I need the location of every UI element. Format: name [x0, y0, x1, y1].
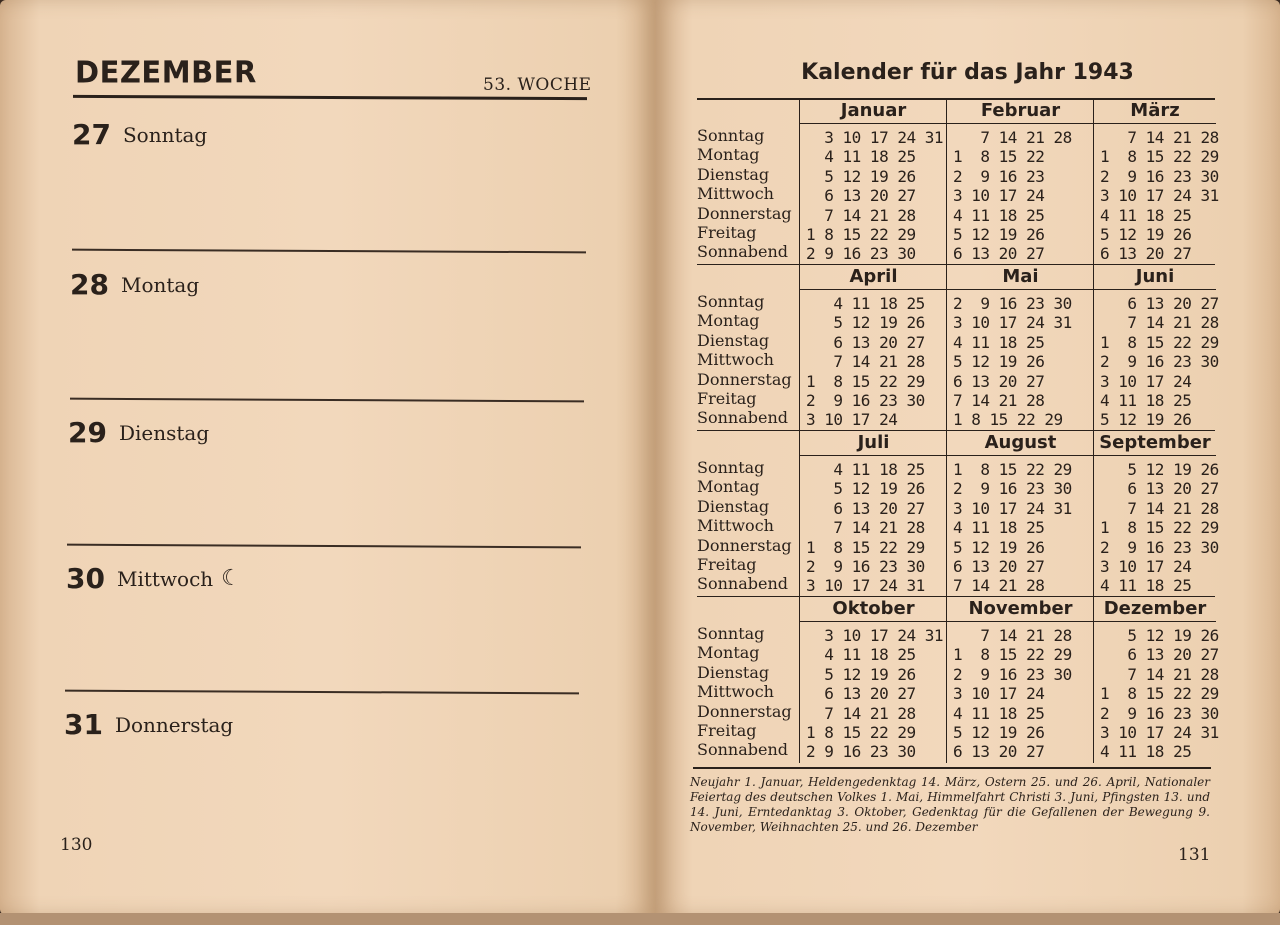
weekday-label: Freitag	[697, 720, 757, 740]
month-name: Juni	[1094, 265, 1216, 290]
date-row: 6 13 20 27	[953, 742, 1045, 762]
day-number: 27	[72, 118, 111, 151]
date-row: 2 9 16 23 30	[806, 556, 925, 576]
day-entry-31	[64, 708, 233, 741]
calendar-quarter	[697, 597, 1217, 763]
date-row: 6 13 20 27	[953, 556, 1045, 576]
date-row: 4 11 18 25	[806, 645, 916, 665]
weekday-label: Montag	[697, 311, 760, 331]
date-row: 2 9 16 23 30	[953, 294, 1072, 313]
date-row: 2 9 16 23 30	[806, 742, 916, 762]
calendar-bottom-rule	[693, 767, 1211, 769]
date-row: 2 9 16 23 30	[806, 244, 916, 264]
day-name: Sonntag	[122, 122, 208, 147]
day-entry-28	[70, 268, 199, 301]
date-row: 6 13 20 27	[953, 371, 1045, 391]
holiday-list: Neujahr 1. Januar, Heldengedenktag 14. März, Ostern 25. und 26. April, Nationaler Feiertag des deutschen Volkes 1. Mai, Himmelfahrt Christi 3. Juni, Pfingsten 13. und 14. Juni, Erntedanktag 3. Oktober, Gedenktag für die Gefallenen der Bewegung 9. November, Weihnachten 25. und 26. Dezember	[690, 775, 1210, 834]
month-column	[1093, 431, 1219, 597]
date-row: 1 8 15 22 29	[953, 645, 1072, 665]
date-row: 1 8 15 22 29	[1100, 332, 1219, 352]
calendar-title: Kalender für das Jahr 1943	[801, 60, 1134, 85]
day-divider	[67, 544, 581, 549]
month-name: September	[1094, 431, 1216, 456]
date-row: 6 13 20 27	[806, 332, 925, 352]
weekday-label: Mittwoch	[697, 350, 774, 370]
day-number: 31	[64, 708, 103, 741]
weekday-label: Dienstag	[697, 496, 770, 516]
date-row: 4 11 18 25	[1100, 742, 1192, 762]
weekday-label: Mittwoch	[697, 682, 774, 702]
weekday-label: Donnerstag	[697, 369, 792, 389]
day-divider	[65, 690, 579, 695]
date-row: 2 9 16 23 30	[806, 390, 925, 410]
weekday-label: Mittwoch	[697, 184, 774, 204]
date-row: 1 8 15 22 29	[806, 371, 925, 391]
weekday-label: Sonntag	[697, 458, 765, 477]
month-column	[946, 99, 1094, 265]
book-bottom-edge	[0, 913, 1280, 925]
date-row: 4 11 18 25	[806, 460, 925, 479]
date-row: 6 13 20 27	[806, 684, 916, 704]
month-column	[1093, 597, 1219, 763]
date-row: 3 10 17 24 31	[806, 128, 943, 147]
weekday-label: Sonnabend	[697, 242, 788, 262]
date-row: 1 8 15 22 29	[1100, 147, 1219, 167]
date-row: 3 10 17 24 31	[953, 313, 1072, 333]
month-heading: DEZEMBER	[75, 54, 257, 90]
date-row: 6 13 20 27	[1100, 479, 1219, 499]
weekday-label: Montag	[697, 477, 760, 497]
date-row: 1 8 15 22 29	[953, 410, 1063, 430]
weekday-label: Freitag	[697, 554, 757, 574]
date-row: 3 10 17 24	[953, 684, 1045, 704]
date-row: 4 11 18 25	[1100, 576, 1192, 596]
moon-phase-icon: ☾	[221, 566, 241, 591]
date-row: 7 14 21 28	[1100, 313, 1219, 333]
weekday-label: Sonntag	[697, 126, 765, 145]
date-row: 7 14 21 28	[806, 352, 925, 372]
day-number: 28	[70, 268, 109, 301]
date-row: 5 12 19 26	[1100, 460, 1219, 479]
weekday-label: Montag	[697, 643, 760, 663]
date-row: 7 14 21 28	[953, 576, 1045, 596]
heading-rule	[73, 95, 587, 100]
date-row: 6 13 20 27	[1100, 645, 1219, 665]
weekday-label: Donnerstag	[697, 203, 792, 223]
date-row: 7 14 21 28	[953, 390, 1045, 410]
weekday-label: Dienstag	[697, 164, 770, 184]
day-divider	[70, 398, 584, 403]
date-row: 4 11 18 25	[953, 703, 1045, 723]
date-row: 6 13 20 27	[953, 244, 1045, 264]
date-row: 3 10 17 24	[1100, 371, 1192, 391]
weekday-label: Freitag	[697, 222, 757, 242]
date-row: 1 8 15 22 29	[806, 537, 925, 557]
date-row: 4 11 18 25	[1100, 205, 1192, 225]
date-row: 7 14 21 28	[806, 703, 916, 723]
date-row: 1 8 15 22 29	[953, 460, 1072, 479]
date-row: 1 8 15 22 29	[806, 722, 916, 742]
date-row: 1 8 15 22	[953, 147, 1045, 167]
day-name: Dienstag	[118, 420, 210, 445]
date-row: 7 14 21 28	[1100, 128, 1219, 147]
date-row: 3 10 17 24	[953, 186, 1045, 206]
weekday-labels	[697, 624, 799, 760]
date-row: 6 13 20 27	[806, 186, 916, 206]
month-column	[1093, 99, 1219, 265]
month-name: Oktober	[800, 597, 947, 622]
month-column	[799, 431, 947, 597]
date-row: 7 14 21 28	[953, 128, 1072, 147]
day-divider	[72, 249, 586, 254]
day-name: Donnerstag	[114, 712, 234, 737]
date-row: 7 14 21 28	[806, 518, 925, 538]
weekday-label: Sonnabend	[697, 740, 788, 760]
date-row: 5 12 19 26	[806, 664, 916, 684]
date-row: 3 10 17 24 31	[806, 626, 943, 645]
date-row: 5 12 19 26	[953, 224, 1045, 244]
date-row: 4 11 18 25	[953, 205, 1045, 225]
month-column	[799, 99, 947, 265]
calendar-quarter	[697, 265, 1217, 431]
date-row: 2 9 16 23 30	[1100, 537, 1219, 557]
date-row: 2 9 16 23 30	[1100, 352, 1219, 372]
day-number: 29	[68, 416, 107, 449]
weekday-label: Donnerstag	[697, 535, 792, 555]
weekday-label: Mittwoch	[697, 516, 774, 536]
date-row: 5 12 19 26	[806, 479, 925, 499]
weekday-labels	[697, 292, 799, 428]
date-row: 5 12 19 26	[1100, 410, 1192, 430]
date-row: 2 9 16 23 30	[1100, 166, 1219, 186]
day-entry-27	[72, 118, 207, 151]
date-row: 4 11 18 25	[1100, 390, 1192, 410]
date-row: 4 11 18 25	[806, 294, 925, 313]
weekday-label: Dienstag	[697, 330, 770, 350]
page-number-left: 130	[60, 835, 93, 855]
date-row: 2 9 16 23	[953, 166, 1045, 186]
date-row: 3 10 17 24 31	[953, 498, 1072, 518]
month-name: Januar	[800, 99, 947, 124]
date-row: 4 11 18 25	[953, 518, 1045, 538]
weekday-label: Sonntag	[697, 624, 765, 643]
date-row: 3 10 17 24	[806, 410, 898, 430]
date-row: 5 12 19 26	[1100, 626, 1219, 645]
date-row: 3 10 17 24	[1100, 556, 1192, 576]
date-row: 1 8 15 22 29	[806, 224, 916, 244]
date-row: 5 12 19 26	[953, 352, 1045, 372]
date-row: 3 10 17 24 31	[1100, 722, 1219, 742]
month-name: Mai	[947, 265, 1094, 290]
date-row: 6 13 20 27	[806, 498, 925, 518]
month-column	[799, 597, 947, 763]
date-row: 5 12 19 26	[806, 313, 925, 333]
weekday-labels	[697, 126, 799, 262]
date-row: 1 8 15 22 29	[1100, 518, 1219, 538]
month-name: April	[800, 265, 947, 290]
date-row: 4 11 18 25	[953, 332, 1045, 352]
date-row: 3 10 17 24 31	[1100, 186, 1219, 206]
date-row: 5 12 19 26	[953, 722, 1045, 742]
date-row: 5 12 19 26	[1100, 224, 1192, 244]
date-row: 5 12 19 26	[953, 537, 1045, 557]
weekday-label: Montag	[697, 145, 760, 165]
date-row: 5 12 19 26	[806, 166, 916, 186]
month-column	[946, 431, 1094, 597]
month-column	[1093, 265, 1219, 431]
month-name: November	[947, 597, 1094, 622]
calendar-quarter	[697, 431, 1217, 597]
month-column	[799, 265, 947, 431]
weekday-label: Dienstag	[697, 662, 770, 682]
date-row: 2 9 16 23 30	[953, 479, 1072, 499]
weekday-label: Sonntag	[697, 292, 765, 311]
weekday-labels	[697, 458, 799, 594]
day-name: Montag	[120, 272, 200, 297]
day-number: 30	[66, 562, 105, 595]
month-column	[946, 265, 1094, 431]
date-row: 6 13 20 27	[1100, 294, 1219, 313]
weekday-label: Sonnabend	[697, 574, 788, 594]
date-row: 2 9 16 23 30	[953, 664, 1072, 684]
date-row: 4 11 18 25	[806, 147, 916, 167]
date-row: 7 14 21 28	[953, 626, 1072, 645]
calendar-quarter	[697, 99, 1217, 265]
date-row: 7 14 21 28	[806, 205, 916, 225]
week-label: 53. WOCHE	[483, 75, 592, 95]
date-row: 3 10 17 24 31	[806, 576, 925, 596]
page-number-right: 131	[1178, 845, 1211, 865]
weekday-label: Sonnabend	[697, 408, 788, 428]
date-row: 2 9 16 23 30	[1100, 703, 1219, 723]
month-name: August	[947, 431, 1094, 456]
day-entry-30	[66, 562, 241, 595]
date-row: 6 13 20 27	[1100, 244, 1192, 264]
weekday-label: Donnerstag	[697, 701, 792, 721]
month-column	[946, 597, 1094, 763]
date-row: 7 14 21 28	[1100, 498, 1219, 518]
month-name: März	[1094, 99, 1216, 124]
month-name: Februar	[947, 99, 1094, 124]
date-row: 7 14 21 28	[1100, 664, 1219, 684]
day-entry-29	[68, 416, 209, 449]
date-row: 1 8 15 22 29	[1100, 684, 1219, 704]
month-name: Juli	[800, 431, 947, 456]
month-name: Dezember	[1094, 597, 1216, 622]
weekday-label: Freitag	[697, 388, 757, 408]
year-calendar-grid	[697, 99, 1217, 763]
day-name: Mittwoch	[116, 566, 214, 591]
